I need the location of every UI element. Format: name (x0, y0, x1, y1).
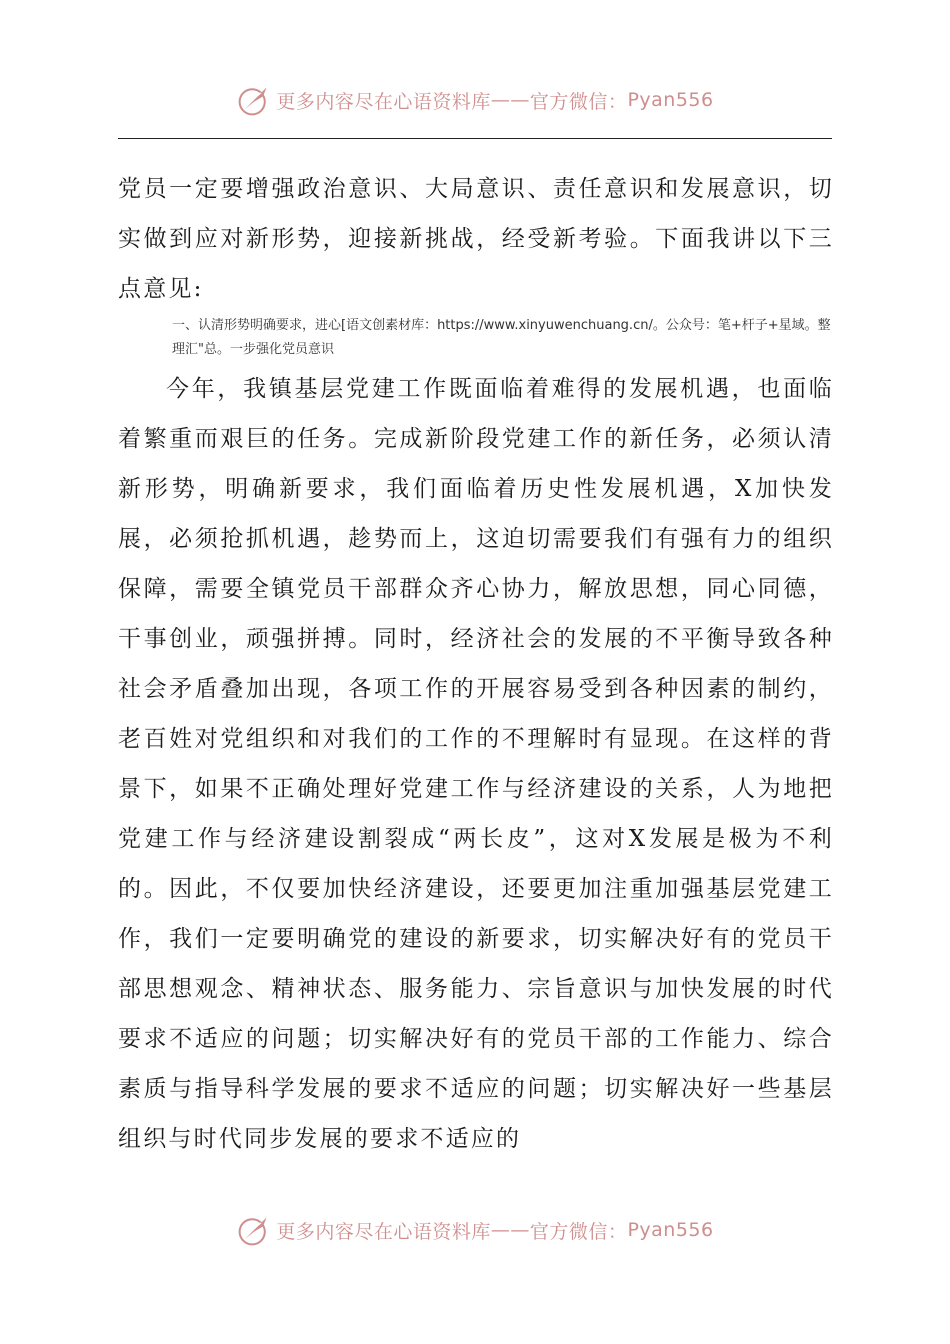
watermark-dash: —— (490, 1219, 530, 1241)
footer-watermark (0, 1208, 950, 1252)
watermark-dash: —— (490, 89, 530, 111)
watermark-label: 官方微信： (529, 1220, 628, 1243)
watermark-handle: Pyan556 (627, 89, 714, 111)
header-watermark (0, 78, 950, 122)
watermark-handle: Pyan556 (627, 1219, 714, 1241)
watermark-label: 官方微信： (529, 90, 628, 113)
watermark-brand: 更多内容尽在心语资料库 (276, 90, 491, 113)
header-divider (118, 138, 832, 139)
section-heading-note: 一、认清形势明确要求，进心[语文创素材库：https://www.xinyuwenchuang.cn/。公众号：笔+杆子+星域。整理汇"总。一步强化党员意识 (172, 318, 831, 357)
quill-logo-icon (236, 1212, 272, 1248)
document-body (118, 164, 834, 1164)
quill-logo-icon (236, 82, 272, 118)
watermark-brand: 更多内容尽在心语资料库 (276, 1220, 491, 1243)
paragraph-main: 今年，我镇基层党建工作既面临着难得的发展机遇，也面临着繁重而艰巨的任务。完成新阶段党建工作的新任务，必须认清新形势，明确新要求，我们面临着历史性发展机遇，X加快发展，必须抢抓机遇，趁势而上，这迫切需要我们有强有力的组织保障，需要全镇党员干部群众齐心协力，解放思想，同心同德，干事创业，顽强拼搏。同时，经济社会的发展的不平衡导致各种社会矛盾叠加出现，各项工作的开展容易受到各种因素的制约，老百姓对党组织和对我们的工作的不理解时有显现。在这样的背景下，如果不正确处理好党建工作与经济建设的关系，人为地把党建工作与经济建设割裂成“两长皮”，这对X发展是极为不利的。因此，不仅要加快经济建设，还要更加注重加强基层党建工作，我们一定要明确党的建设的新要求，切实解决好有的党员干部思想观念、精神状态、服务能力、宗旨意识与加快发展的时代要求不适应的问题；切实解决好有的党员干部的工作能力、综合素质与指导科学发展的要求不适应的问题；切实解决好一些基层组织与时代同步发展的要求不适应的 (118, 376, 834, 1152)
paragraph-intro: 党员一定要增强政治意识、大局意识、责任意识和发展意识，切实做到应对新形势，迎接新挑战，经受新考验。下面我讲以下三点意见: (118, 176, 834, 302)
